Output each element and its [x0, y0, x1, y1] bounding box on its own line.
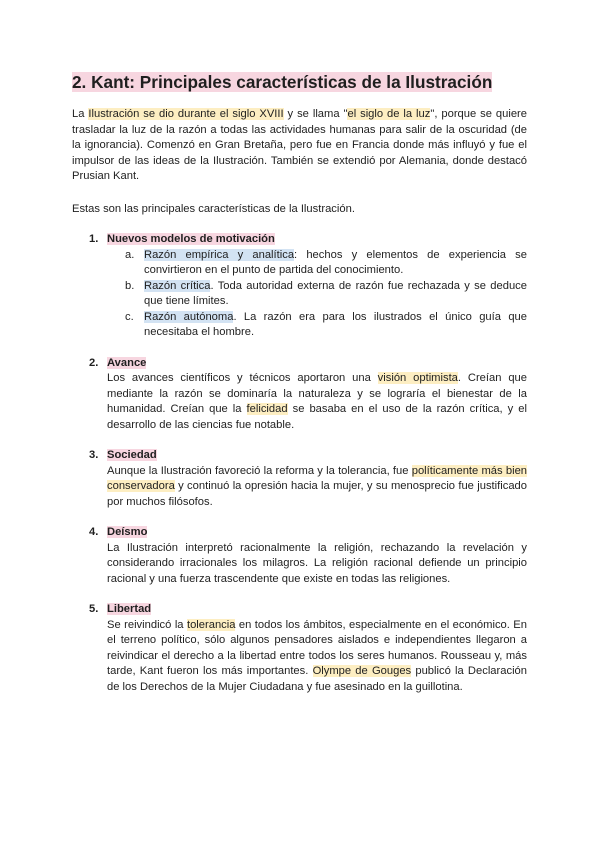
item-text [144, 310, 527, 341]
page-title [72, 70, 527, 94]
section-heading [72, 602, 527, 618]
body-text-1: Se reivindicó la [107, 618, 187, 631]
body-text-1: Aunque la Ilustración favoreció la reforma y la tolerancia, fue [107, 464, 412, 477]
body-text-3: se basaba en el uso de la razón crítica, y el desarrollo de las ciencias fue notable. [107, 403, 527, 431]
body-highlight-2: Olympe de Gouges [312, 665, 412, 677]
item-letter: a. [125, 248, 135, 261]
sub-list [125, 248, 527, 341]
section-nuevos-modelos [72, 232, 527, 341]
section-heading [72, 525, 527, 541]
list-item [125, 279, 527, 310]
item-highlight: Razón crítica [144, 279, 211, 292]
body-text-1: Los avances científicos y técnicos aportaron una [107, 372, 378, 384]
section-deismo [72, 525, 527, 587]
section-title: Nuevos modelos de motivación [107, 233, 275, 245]
section-sociedad [72, 448, 527, 510]
intro-highlight-1: Ilustración se dio durante el siglo XVIII [88, 108, 284, 120]
body-text-2: en todos los ámbitos, especialmente en el económico. En el terreno político, sólo algunos pensadores aislados e independientes llegaron a reivindicar el derecho a la libertad entre todos los seres humanos. Rousseau y, más tarde, Kant fueron los más importantes. [107, 618, 527, 677]
intro-text-3: ", porque se quiere trasladar la luz de la razón a todas las actividades humanas para salir de la oscuridad (de la ignorancia). Comenzó en Gran Bretaña, pero fue en Francia donde más influyó y fue el impulsor de las ideas de la Ilustración. También se extendió por Alemania, donde destacó Prusian Kant. [72, 108, 527, 182]
section-body [107, 464, 527, 511]
section-title: Sociedad [107, 449, 157, 461]
section-title: Deísmo [107, 526, 148, 538]
section-heading [72, 356, 527, 372]
body-text-2: . Creían que mediante la razón se dominaría la naturaleza y se lograría el bienestar de la humanidad. Creían que la [107, 372, 527, 415]
intro-highlight-2: el siglo de la luz [347, 108, 431, 120]
intro-text-1: La [72, 108, 89, 120]
item-body: . Toda autoridad externa de razón fue rechazada y se deduce que tiene límites. [144, 279, 527, 307]
body-highlight-2: felicidad [246, 403, 288, 415]
body-highlight-1: tolerancia [186, 618, 236, 631]
section-number: 1. [89, 233, 99, 245]
section-body [107, 618, 527, 696]
section-title: Libertad [107, 603, 152, 615]
item-letter: b. [125, 279, 135, 292]
section-number: 5. [89, 603, 99, 615]
section-heading [72, 232, 527, 248]
document-page [72, 70, 527, 695]
section-number: 4. [89, 526, 99, 538]
item-body: . La razón era para los ilustrados el único guía que necesitaba el hombre. [144, 310, 527, 338]
intro-paragraph [72, 107, 527, 185]
item-text [144, 248, 527, 279]
section-number: 2. [89, 356, 99, 369]
intro-text-2: y se llama " [283, 108, 348, 120]
lead-sentence: Estas son las principales características de la Ilustración. [72, 202, 355, 215]
section-title: Avance [107, 356, 147, 369]
title-highlight: 2. Kant: Principales características de la Ilustración [72, 72, 493, 92]
section-avance [72, 356, 527, 434]
body-text-3: publicó la Declaración de los Derechos de la Mujer Ciudadana y fue asesinado en la guillotina. [107, 665, 527, 693]
section-body: La Ilustración interpretó racionalmente la religión, rechazando la revelación y considerando irracionales los milagros. La religión racional defiende un principio racional y una fuerza trascendente que existe en todas las religiones. [107, 541, 527, 585]
item-text [144, 279, 527, 310]
item-letter: c. [125, 310, 134, 323]
section-number: 3. [89, 449, 99, 461]
section-body [107, 371, 527, 433]
body-highlight-1: visión optimista [377, 372, 458, 384]
list-item [125, 248, 527, 279]
body-text-2: y continuó la opresión hacia la mujer, y su menosprecio fue justificado por muchos filósofos. [107, 480, 527, 508]
item-body: : hechos y elementos de experiencia se convirtieron en el punto de partida del conocimiento. [144, 248, 527, 276]
item-highlight: Razón autónoma [144, 310, 234, 323]
item-highlight: Razón empírica y analítica [144, 248, 295, 261]
section-heading [72, 448, 527, 464]
section-libertad [72, 602, 527, 695]
list-item [125, 310, 527, 341]
body-highlight-1: políticamente más bien conservadora [107, 464, 528, 492]
